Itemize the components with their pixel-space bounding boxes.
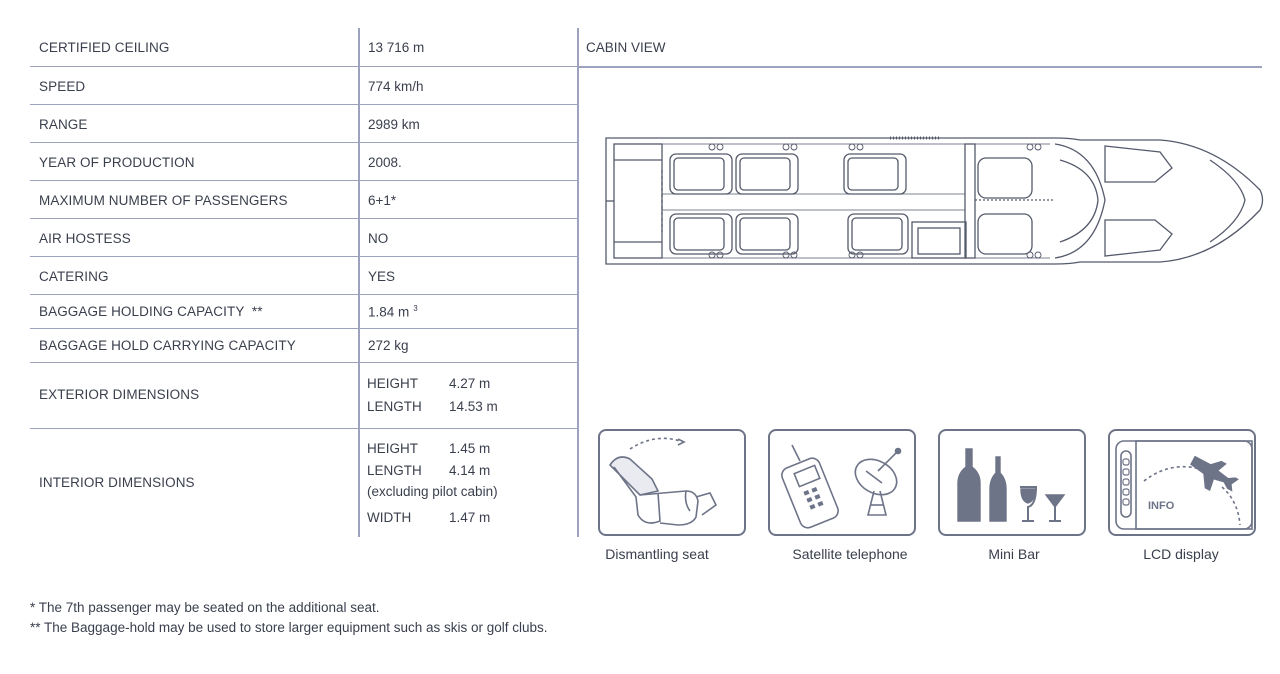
- feature-caption: LCD display: [1143, 546, 1219, 562]
- dimension-key: HEIGHT: [367, 376, 419, 391]
- satellite-phone-icon: [770, 431, 918, 538]
- feature-dismantling-seat: [598, 429, 746, 536]
- spec-row-passengers: [30, 181, 578, 219]
- cubic-superscript: 3: [413, 304, 418, 313]
- column-divider: [358, 28, 360, 537]
- spec-value: YES: [368, 269, 396, 284]
- feature-mini-bar: [938, 429, 1086, 536]
- dimension-value: 4.14 m: [449, 463, 491, 478]
- cabin-view-heading: CABIN VIEW: [586, 40, 666, 55]
- spec-value: 2989 km: [368, 117, 420, 132]
- airplane-icon: [1184, 449, 1243, 501]
- spec-label: CATERING: [39, 269, 109, 284]
- spec-label: MAXIMUM NUMBER OF PASSENGERS: [39, 193, 288, 208]
- spec-value: 13 716 m: [368, 40, 425, 55]
- mini-bar-icon: [940, 431, 1088, 538]
- dimension-key: LENGTH: [367, 463, 422, 478]
- dimension-value: 4.27 m: [449, 376, 491, 391]
- spec-label: EXTERIOR DIMENSIONS: [39, 387, 200, 402]
- interior-length-note: (excluding pilot cabin): [367, 484, 498, 499]
- dimension-key: WIDTH: [367, 510, 412, 525]
- spec-value: 272 kg: [368, 338, 409, 353]
- column-divider: [577, 28, 579, 537]
- footnote: ** The Baggage-hold may be used to store larger equipment such as skis or golf clubs.: [30, 620, 548, 635]
- spec-label: BAGGAGE HOLDING CAPACITY **: [39, 304, 263, 319]
- cabin-floorplan: [600, 130, 1270, 282]
- footnote: * The 7th passenger may be seated on the additional seat.: [30, 600, 380, 615]
- cabin-heading-rule: [578, 66, 1262, 68]
- spec-label: RANGE: [39, 117, 88, 132]
- spec-row-exterior: [30, 363, 578, 429]
- dimension-key: HEIGHT: [367, 441, 419, 456]
- dimension-value: 14.53 m: [449, 399, 498, 414]
- spec-row-range: [30, 105, 578, 143]
- spec-label: SPEED: [39, 79, 86, 94]
- spec-row-catering: [30, 257, 578, 295]
- spec-label: INTERIOR DIMENSIONS: [39, 475, 195, 490]
- spec-value: 6+1*: [368, 193, 397, 208]
- spec-label: YEAR OF PRODUCTION: [39, 155, 195, 170]
- exterior-length: [367, 399, 498, 414]
- spec-row-air-hostess: [30, 219, 578, 257]
- feature-caption: Mini Bar: [988, 546, 1040, 562]
- interior-height: [367, 441, 490, 456]
- spec-row-baggage-capacity: [30, 295, 578, 329]
- reclining-seat-icon: [600, 431, 748, 538]
- feature-caption: Satellite telephone: [792, 546, 908, 562]
- spec-value: [368, 304, 418, 320]
- spec-value: 2008.: [368, 155, 402, 170]
- exterior-height: [367, 376, 490, 391]
- dimension-value: 1.47 m: [449, 510, 491, 525]
- dimension-value: 1.45 m: [449, 441, 491, 456]
- spec-row-certified-ceiling: [30, 28, 578, 67]
- spec-row-baggage-carrying: [30, 329, 578, 363]
- spec-value-text: 1.84 m: [368, 304, 410, 320]
- interior-length: [367, 463, 490, 478]
- spec-label: CERTIFIED CEILING: [39, 40, 170, 55]
- feature-caption: Dismantling seat: [605, 546, 709, 562]
- spec-value: NO: [368, 231, 389, 246]
- spec-label: AIR HOSTESS: [39, 231, 131, 246]
- interior-width: [367, 510, 490, 525]
- spec-row-speed: [30, 67, 578, 105]
- spec-label: BAGGAGE HOLD CARRYING CAPACITY: [39, 338, 296, 353]
- spec-row-year: [30, 143, 578, 181]
- feature-satellite-telephone: [768, 429, 916, 536]
- lcd-screen-text: INFO: [1148, 500, 1175, 512]
- spec-value: 774 km/h: [368, 79, 424, 94]
- lcd-display-icon: [1110, 431, 1258, 538]
- feature-lcd-display: [1108, 429, 1256, 536]
- dimension-key: LENGTH: [367, 399, 422, 414]
